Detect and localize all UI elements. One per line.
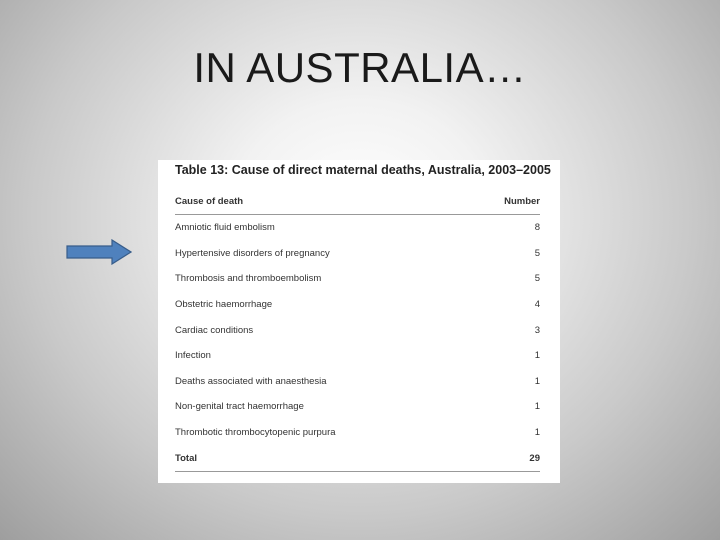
maternal-deaths-table-image — [158, 160, 560, 483]
number-cell: 4 — [534, 299, 540, 311]
number-cell: 1 — [534, 350, 540, 362]
total-label: Total — [175, 445, 473, 471]
cause-cell: Amniotic fluid embolism — [175, 222, 275, 234]
slide-title: IN AUSTRALIA… — [193, 44, 527, 91]
cause-cell: Cardiac conditions — [175, 324, 254, 336]
cause-cell: Hypertensive disorders of pregnancy — [175, 247, 330, 259]
table-caption: Table 13: Cause of direct maternal deaths, Australia, 2003–2005 — [175, 163, 551, 177]
cause-cell: Obstetric haemorrhage — [175, 299, 273, 311]
table-row — [175, 317, 540, 343]
number-cell: 1 — [534, 401, 540, 413]
table-row — [175, 215, 540, 241]
maternal-deaths-table — [175, 188, 540, 472]
table-row — [175, 420, 540, 446]
cause-cell: Infection — [175, 350, 211, 362]
table-row — [175, 343, 540, 369]
table-row — [175, 394, 540, 420]
column-header-number: Number — [473, 188, 540, 215]
total-value: 29 — [473, 445, 540, 471]
table-row — [175, 266, 540, 292]
number-cell: 1 — [534, 427, 540, 439]
cause-cell: Thrombotic thrombocytopenic purpura — [175, 427, 336, 439]
table-total-row — [175, 445, 540, 471]
table-row — [175, 292, 540, 318]
number-cell: 5 — [534, 247, 540, 259]
number-cell: 3 — [534, 324, 540, 336]
column-header-cause: Cause of death — [175, 188, 473, 215]
number-cell: 1 — [534, 375, 540, 387]
cause-cell: Thrombosis and thromboembolism — [175, 273, 322, 285]
table-row — [175, 241, 540, 267]
cause-cell: Non-genital tract haemorrhage — [175, 401, 304, 413]
number-cell: 8 — [534, 222, 540, 234]
number-cell: 5 — [534, 273, 540, 285]
right-arrow-icon — [66, 239, 132, 265]
table-row — [175, 369, 540, 395]
cause-cell: Deaths associated with anaesthesia — [175, 375, 327, 387]
table-header-row — [175, 188, 540, 215]
